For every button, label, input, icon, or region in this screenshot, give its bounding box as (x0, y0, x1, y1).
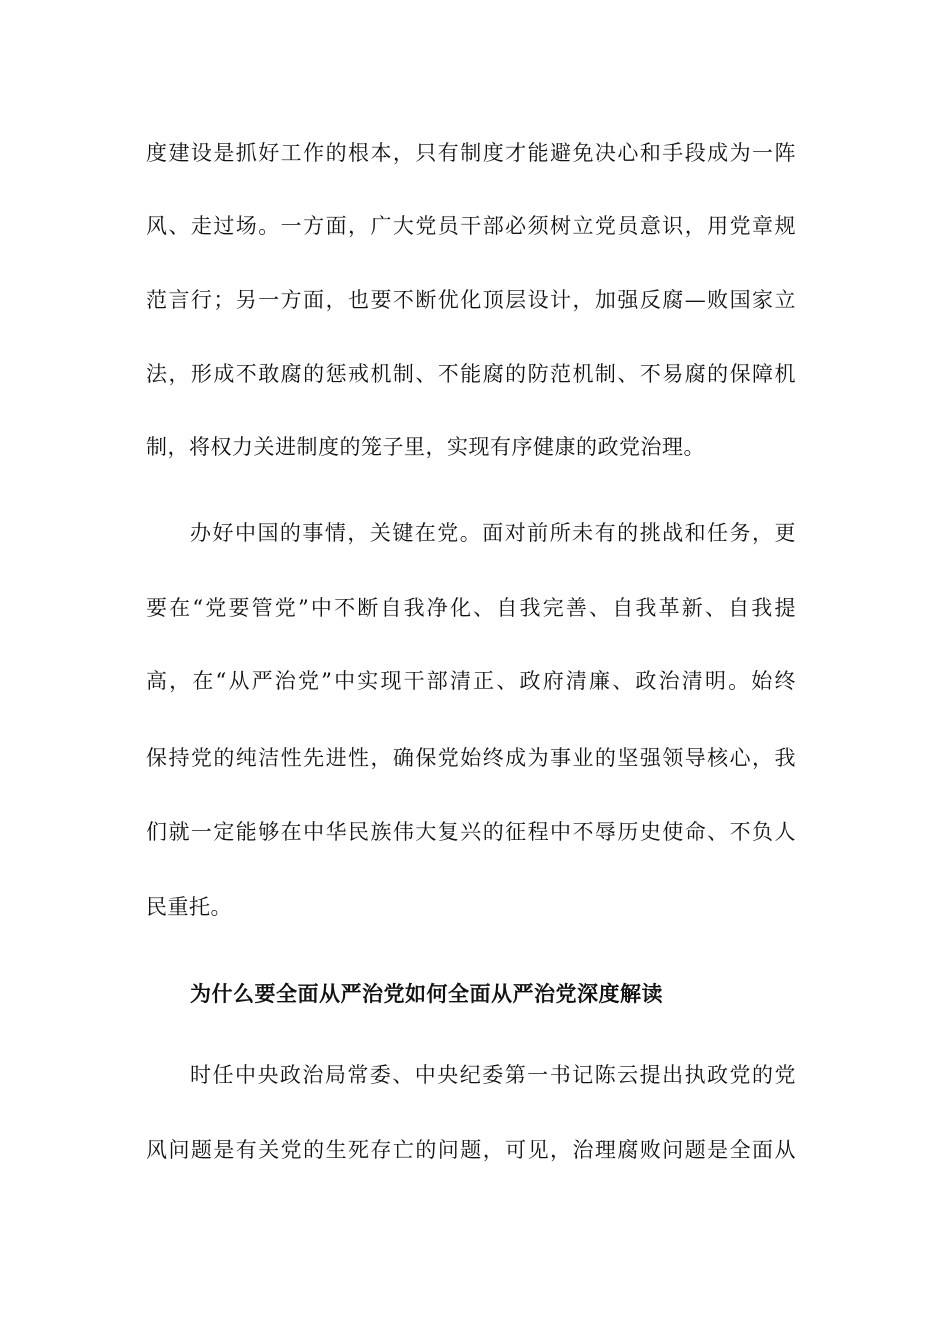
paragraph-line: 要在“党要管党”中不断自我净化、自我完善、自我革新、自我提 (146, 596, 796, 620)
paragraph-line: 范言行；另一方面，也要不断优化顶层设计，加强反腐—败国家立 (146, 288, 796, 312)
paragraph-line: 风问题是有关党的生死存亡的问题，可见，治理腐败问题是全面从 (146, 1138, 796, 1162)
paragraph-line: 保持党的纯洁性先进性，确保党始终成为事业的坚强领导核心，我 (146, 746, 796, 770)
paragraph-line: 制，将权力关进制度的笼子里，实现有序健康的政党治理。 (146, 435, 705, 459)
paragraph-line: 办好中国的事情，关键在党。面对前所未有的挑战和任务，更 (190, 521, 796, 545)
paragraph-line: 度建设是抓好工作的根本，只有制度才能避免决心和手段成为一阵 (146, 141, 796, 165)
paragraph-line: 法，形成不敢腐的惩戒机制、不能腐的防范机制、不易腐的保障机 (146, 362, 796, 386)
section-heading: 为什么要全面从严治党如何全面从严治党深度解读 (190, 982, 663, 1006)
paragraph-line: 时任中央政治局常委、中央纪委第一书记陈云提出执政党的党 (190, 1063, 796, 1087)
paragraph-line: 高，在“从严治党”中实现干部清正、政府清廉、政治清明。始终 (146, 669, 796, 693)
paragraph-line: 风、走过场。一方面，广大党员干部必须树立党员意识，用党章规 (146, 214, 796, 238)
paragraph-line: 们就一定能够在中华民族伟大复兴的征程中不辱历史使命、不负人 (146, 820, 796, 844)
paragraph-line: 民重托。 (146, 895, 232, 919)
